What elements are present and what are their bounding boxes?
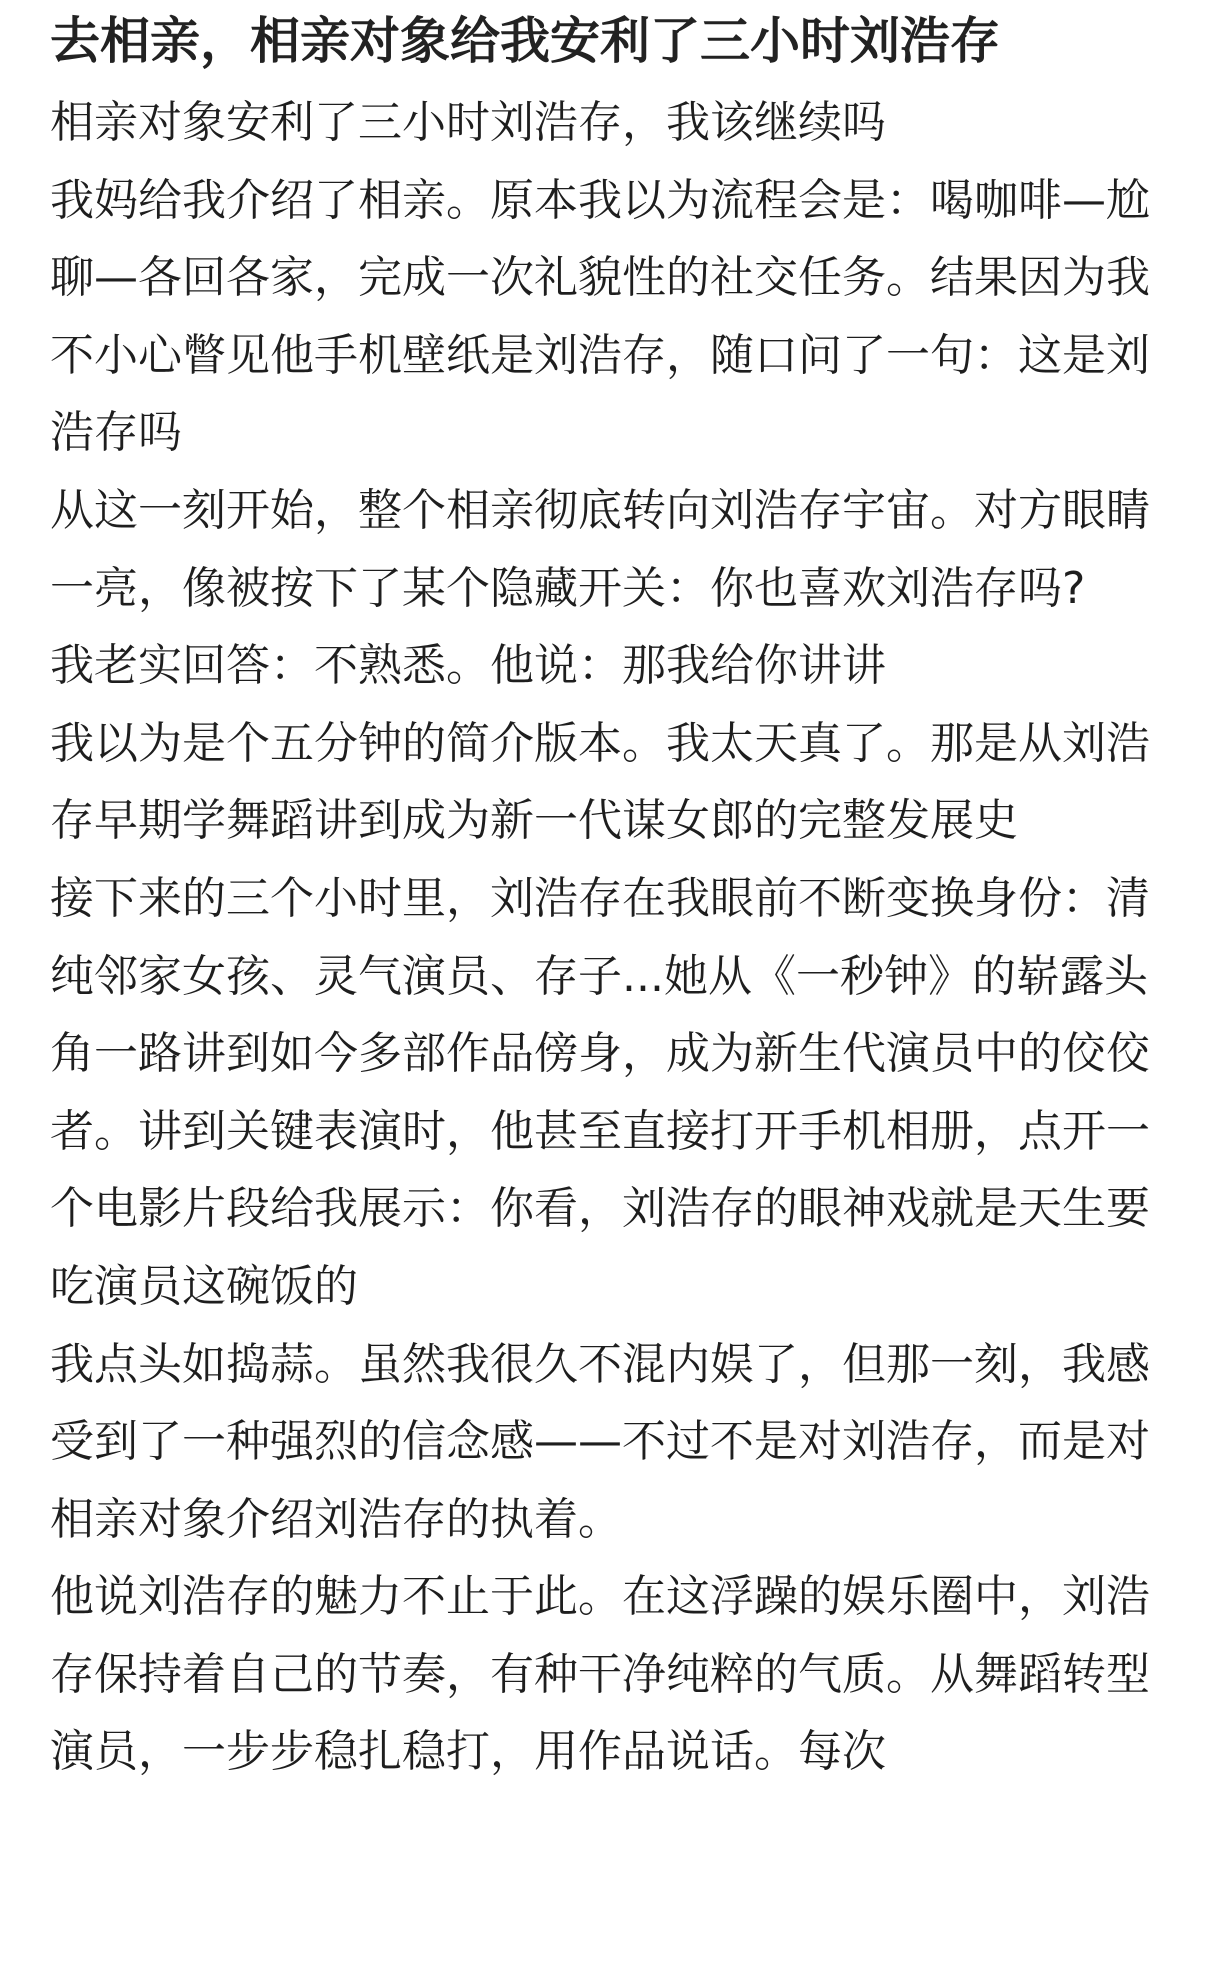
post-paragraph-three-hours: 接下来的三个小时里，刘浩存在我眼前不断变换身份：清纯邻家女孩、灵气演员、存子...她从《一秒钟》的崭露头角一路讲到如今多部作品傍身，成为新生代演员中的佼佼者。讲到关键表演时，他甚至直接打开手机相册，点开一个电影片段给我展示：你看，刘浩存的眼神戏就是天生要吃演员这碗饭的 (50, 872, 1150, 1312)
post-paragraph-charm: 他说刘浩存的魅力不止于此。在这浮躁的娱乐圈中，刘浩存保持着自己的节奏，有种干净纯粹的气质。从舞蹈转型演员，一步步稳扎稳打，用作品说话。每次 (50, 1571, 1150, 1778)
post-paragraph-turning-point: 从这一刻开始，整个相亲彻底转向刘浩存宇宙。对方眼睛一亮，像被按下了某个隐藏开关：你也喜欢刘浩存吗? (50, 484, 1150, 614)
post-paragraph-question: 相亲对象安利了三小时刘浩存，我该继续吗 (50, 97, 886, 148)
post-body (50, 84, 1160, 1791)
post-paragraph-history: 我以为是个五分钟的简介版本。我太天真了。那是从刘浩存早期学舞蹈讲到成为新一代谋女郎的完整发展史 (50, 717, 1150, 847)
post-title: 去相亲，相亲对象给我安利了三小时刘浩存 (50, 12, 1000, 70)
post-paragraph-intro: 我妈给我介绍了相亲。原本我以为流程会是：喝咖啡—尬聊—各回各家，完成一次礼貌性的社交任务。结果因为我不小心瞥见他手机壁纸是刘浩存，随口问了一句：这是刘浩存吗 (50, 174, 1150, 459)
post-paragraph-reaction: 我点头如捣蒜。虽然我很久不混内娱了，但那一刻，我感受到了一种强烈的信念感——不过不是对刘浩存，而是对相亲对象介绍刘浩存的执着。 (50, 1338, 1150, 1545)
post-paragraph-answer: 我老实回答：不熟悉。他说：那我给你讲讲 (50, 640, 886, 692)
